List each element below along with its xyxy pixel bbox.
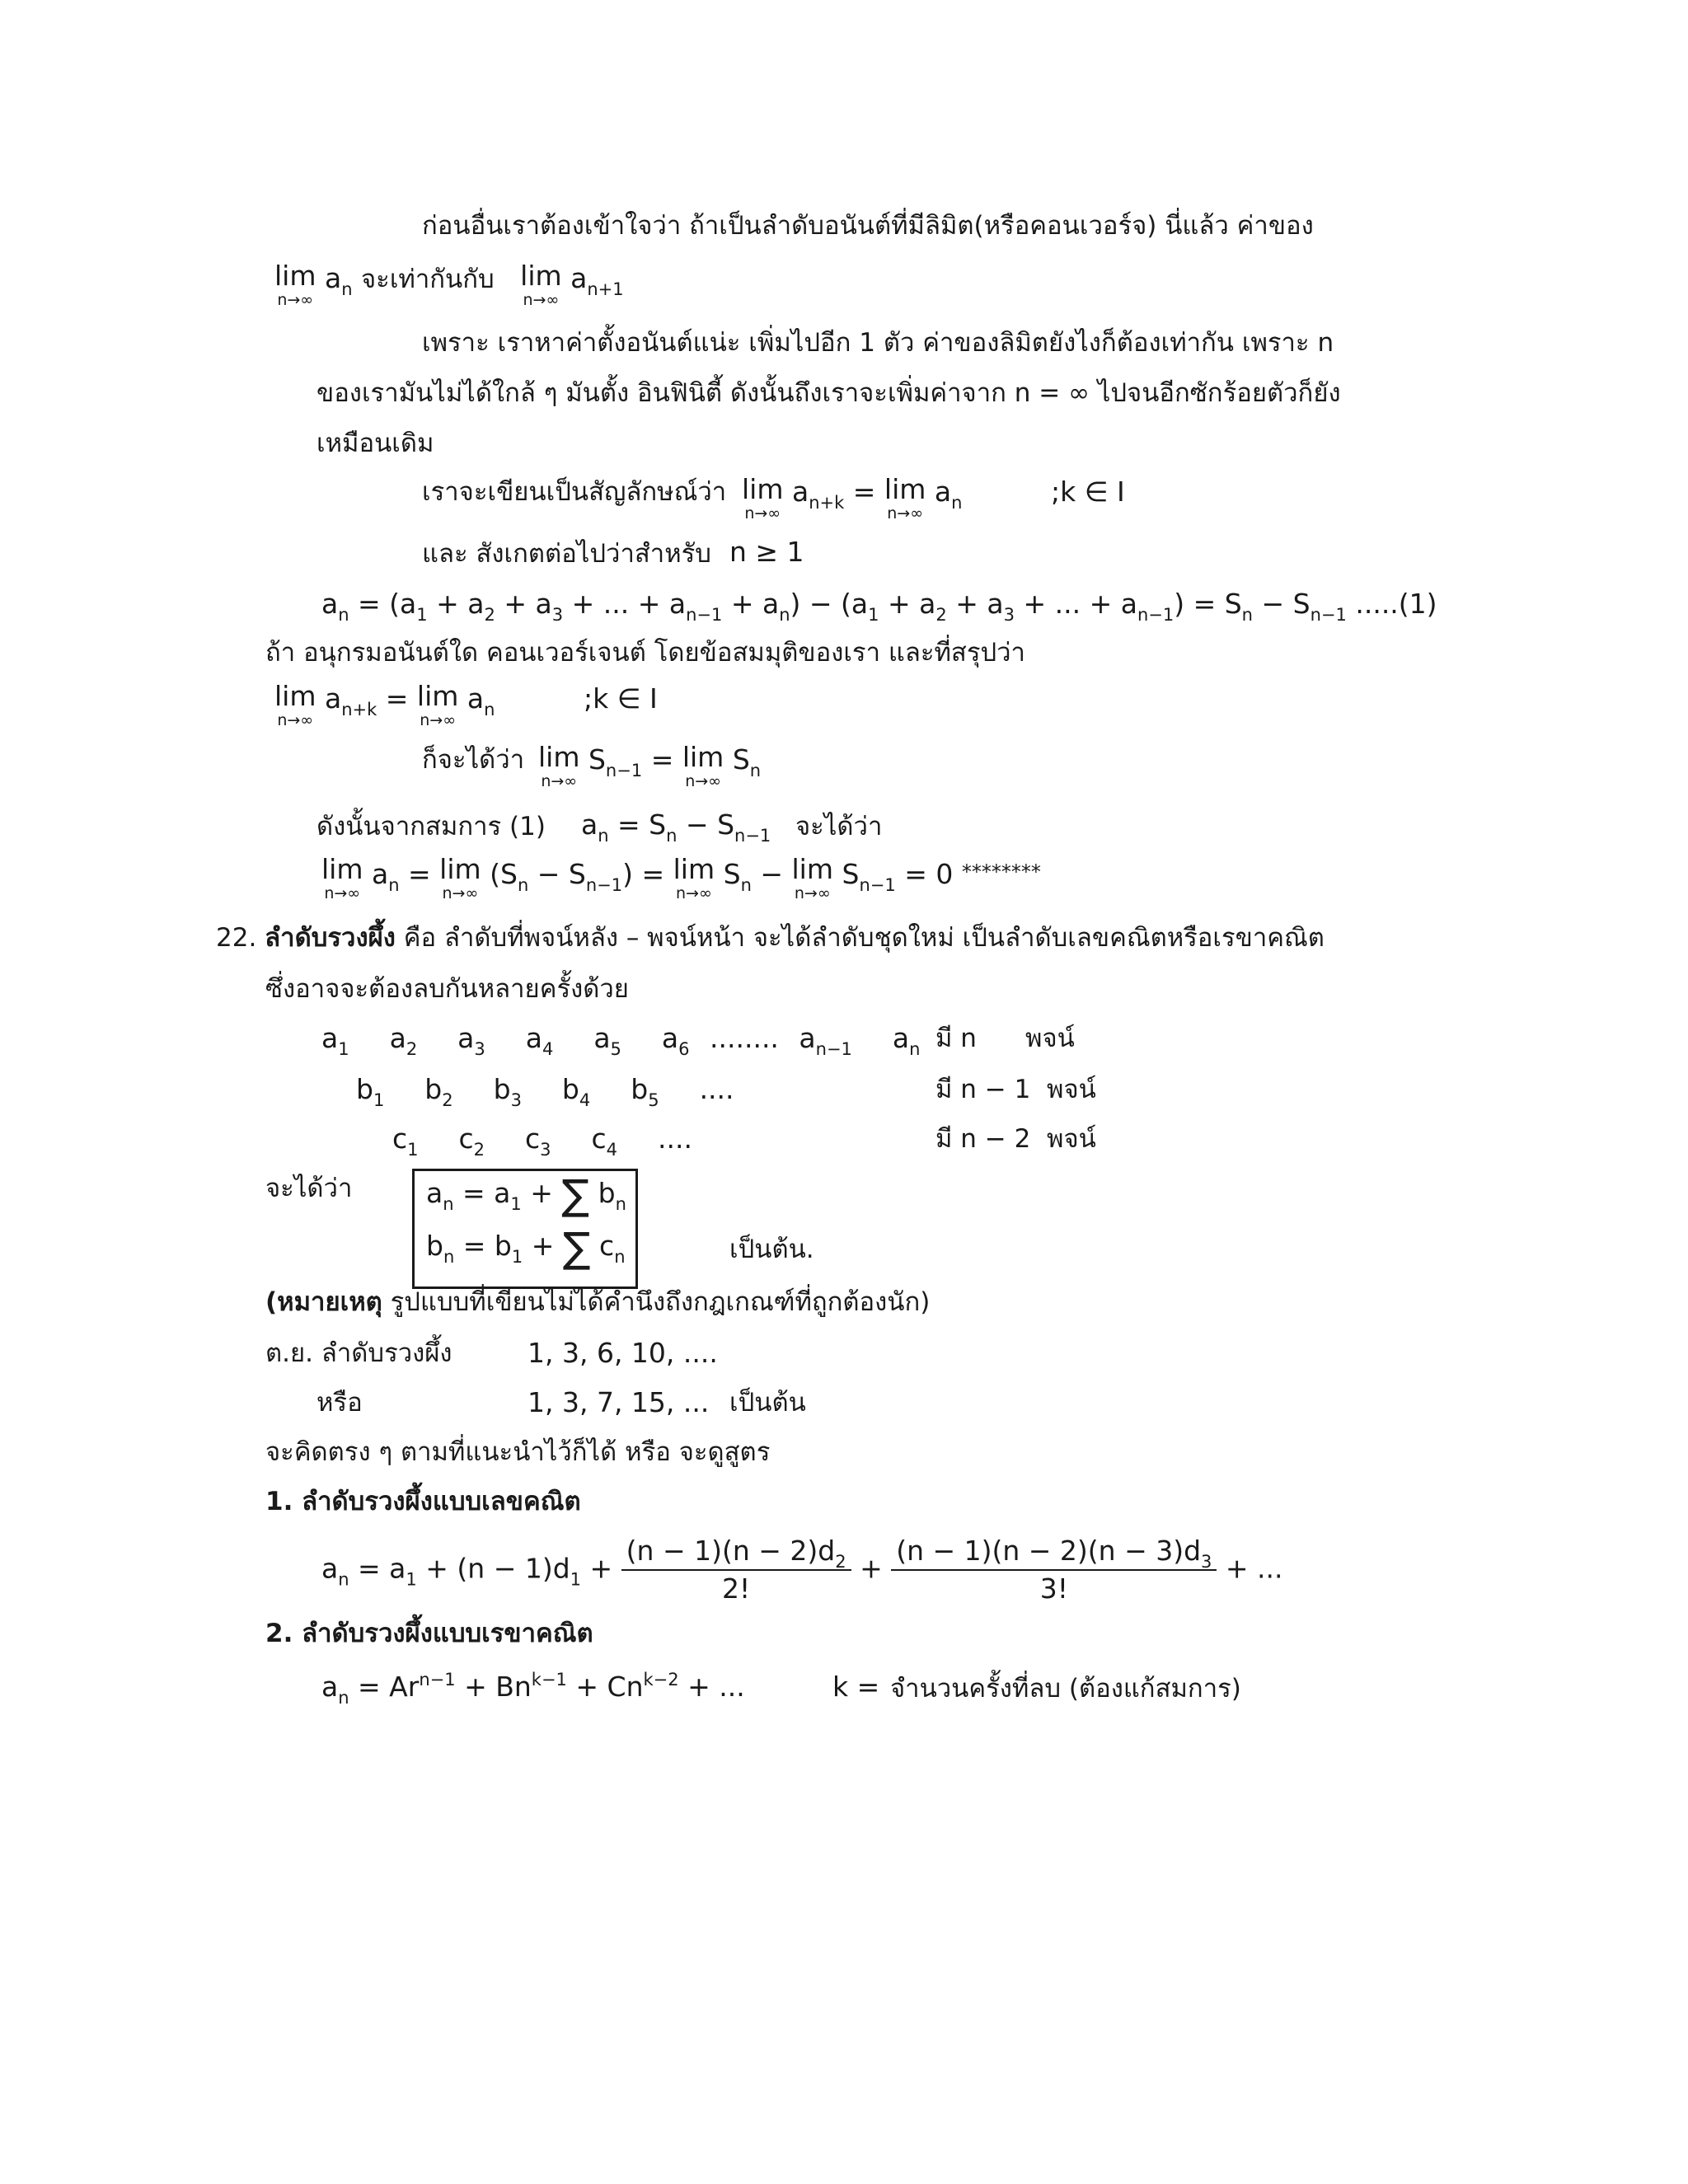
sequence-row-a: $a_1$ $a_2$ $a_3$ $a_4$ $a_5$ $a_6$ ........ $a_{n-1}$ $a_n$ bbox=[321, 1022, 921, 1059]
sequence-row-c: $c_1$ $c_2$ $c_3$ $c_4$ .... bbox=[392, 1122, 692, 1160]
think-line: จะคิดตรง ๆ ตามที่แนะนำไว้ก็ได้ หรือ จะดูสูตร bbox=[265, 1437, 771, 1467]
note bbox=[265, 1286, 930, 1319]
section-definition: คือ ลำดับที่พจน์หลัง – พจน์หน้า จะได้ลำดับชุดใหม่ เป็นลำดับเลขคณิตหรือเรขาคณิต bbox=[395, 923, 1325, 953]
paragraph-5: เหมือนเดิม bbox=[316, 429, 434, 458]
count-row-c: มี n − 2 พจน์ bbox=[935, 1124, 1096, 1154]
section-number: 22. bbox=[216, 923, 257, 953]
count-row-a: มี n พจน์ bbox=[935, 1024, 1075, 1053]
paragraph-6: เราจะเขียนเป็นสัญลักษณ์ว่า bbox=[422, 477, 727, 507]
heading-geometric: 2. ลำดับรวงผึ้งแบบเรขาคณิต bbox=[265, 1619, 593, 1648]
limit-partial-sums: lim n→∞ $S_{n-1}$ = lim n→∞ $S_n$ bbox=[538, 741, 762, 790]
example-label: ต.ย. ลำดับรวงผึ้ง bbox=[265, 1338, 452, 1368]
equation-1: $a_n = (a_1 + a_2 + a_3$ + ... + $a_{n-1} + a_n) - (a_1 + a_2 + a_3$ + ... + $a_{n-1}) = S_n - S_{n-1}$ .....(1) bbox=[321, 588, 1437, 625]
section-22-heading bbox=[216, 921, 1325, 954]
n-condition: n ≥ 1 bbox=[729, 536, 804, 568]
paragraph-1: ก่อนอื่นเราต้องเข้าใจว่า ถ้าเป็นลำดับอนันต์ที่มีลิมิต(หรือคอนเวอร์จ) นี่แล้ว ค่าของ bbox=[422, 211, 1314, 241]
k-in-integers: ;k ∈ I bbox=[1051, 476, 1125, 508]
equation-1-tag: .....(1) bbox=[1355, 588, 1437, 620]
k-in-integers-2: ;k ∈ I bbox=[584, 682, 658, 715]
fraction-1: $\frac{(n - 1)(n - 2)d_2}{2!}$ bbox=[621, 1535, 851, 1605]
paragraph-7: และ สังเกตต่อไปว่าสำหรับ bbox=[422, 539, 711, 569]
sequence-row-b: $b_1$ $b_2$ $b_3$ $b_4$ $b_5$ .... bbox=[356, 1073, 734, 1110]
etc-label-2: เป็นต้น bbox=[729, 1388, 806, 1418]
k-definition-text: จำนวนครั้งที่ลบ (ต้องแก้สมการ) bbox=[890, 1674, 1241, 1704]
lim-operator: lim n→∞ bbox=[520, 260, 562, 309]
limit-shift-equation: lim n→∞ $a_{n+k}$ = lim n→∞ $a_n$ bbox=[742, 473, 963, 523]
section-22-line-2: ซึ่งอาจจะต้องลบกันหลายครั้งด้วย bbox=[265, 974, 629, 1004]
note-label: (หมายเหตุ bbox=[265, 1287, 382, 1317]
heading-arithmetic: 1. ลำดับรวงผึ้งแบบเลขคณิต bbox=[265, 1487, 581, 1516]
formula-geometric: $a_n = Ar^{n-1} + Bn^{k-1} + Cn^{k-2}$ + ... bbox=[321, 1670, 745, 1708]
k-definition-label: k = bbox=[832, 1671, 880, 1703]
count-row-b: มี n − 1 พจน์ bbox=[935, 1075, 1096, 1104]
section-title: ลำดับรวงผึ้ง bbox=[265, 923, 396, 953]
paragraph-4: ของเรามันไม่ได้ใกล้ ๆ มันตั้ง อินฟินิตี้ ดังนั้นถึงเราจะเพิ่มค่าจาก n = ∞ ไปจนอีกซักร้อยตัวก็ยัง bbox=[316, 378, 1341, 408]
paragraph-9: ก็จะได้ว่า bbox=[422, 745, 525, 775]
limit-zero-equation: lim n→∞ $a_n$ = lim n→∞ $(S_n - S_{n-1})$ = lim n→∞ $S_n$ − lim n→∞ $S_{n-1} = 0$ ******** bbox=[321, 853, 1041, 902]
lim-operator: lim n→∞ bbox=[274, 260, 316, 309]
paragraph-10-end: จะได้ว่า bbox=[795, 812, 883, 841]
text-equal-to: จะเท่ากันกับ bbox=[361, 265, 495, 294]
etc-label: เป็นต้น. bbox=[729, 1235, 814, 1264]
fraction-2: $\frac{(n - 1)(n - 2)(n - 3)d_3}{3!}$ bbox=[891, 1535, 1217, 1605]
note-text: รูปแบบที่เขียนไม่ได้คำนึงถึงกฎเกณฑ์ที่ถูกต้องนัก) bbox=[382, 1287, 931, 1317]
formula-bn: $b_n = b_1$ + ∑ $c_n$ bbox=[426, 1224, 626, 1272]
formula-arithmetic: $a_n = a_1 + (n - 1)d_1$ + $\frac{(n - 1)(n - 2)d_2}{2!}$ + $\frac{(n - 1)(n - 2)(n - 3)d_3}{3!}$ + ... bbox=[321, 1535, 1283, 1605]
example-1: 1, 3, 6, 10, .... bbox=[528, 1337, 718, 1369]
then-label: จะได้ว่า bbox=[265, 1174, 353, 1203]
example-2: 1, 3, 7, 15, ... bbox=[528, 1386, 710, 1418]
limit-line-1: lim n→∞ $a_n$ จะเท่ากันกับ lim n→∞ $a_{n+1}$ bbox=[274, 260, 624, 309]
an-difference: $a_n = S_n - S_{n-1}$ bbox=[581, 808, 771, 846]
stars: ******** bbox=[961, 860, 1041, 883]
paragraph-8: ถ้า อนุกรมอนันต์ใด คอนเวอร์เจนต์ โดยข้อสมมุติของเรา และที่สรุปว่า bbox=[265, 638, 1025, 668]
paragraph-10: ดังนั้นจากสมการ (1) bbox=[316, 812, 546, 841]
or-label: หรือ bbox=[316, 1388, 363, 1418]
limit-shift-equation-2: lim n→∞ $a_{n+k}$ = lim n→∞ $a_n$ bbox=[274, 680, 495, 729]
formula-an: $a_n = a_1$ + ∑ $b_n$ bbox=[426, 1171, 626, 1219]
paragraph-3: เพราะ เราหาค่าตั้งอนันต์แน่ะ เพิ่มไปอีก 1 ตัว ค่าของลิมิตยังไงก็ต้องเท่ากัน เพราะ n bbox=[422, 328, 1334, 358]
